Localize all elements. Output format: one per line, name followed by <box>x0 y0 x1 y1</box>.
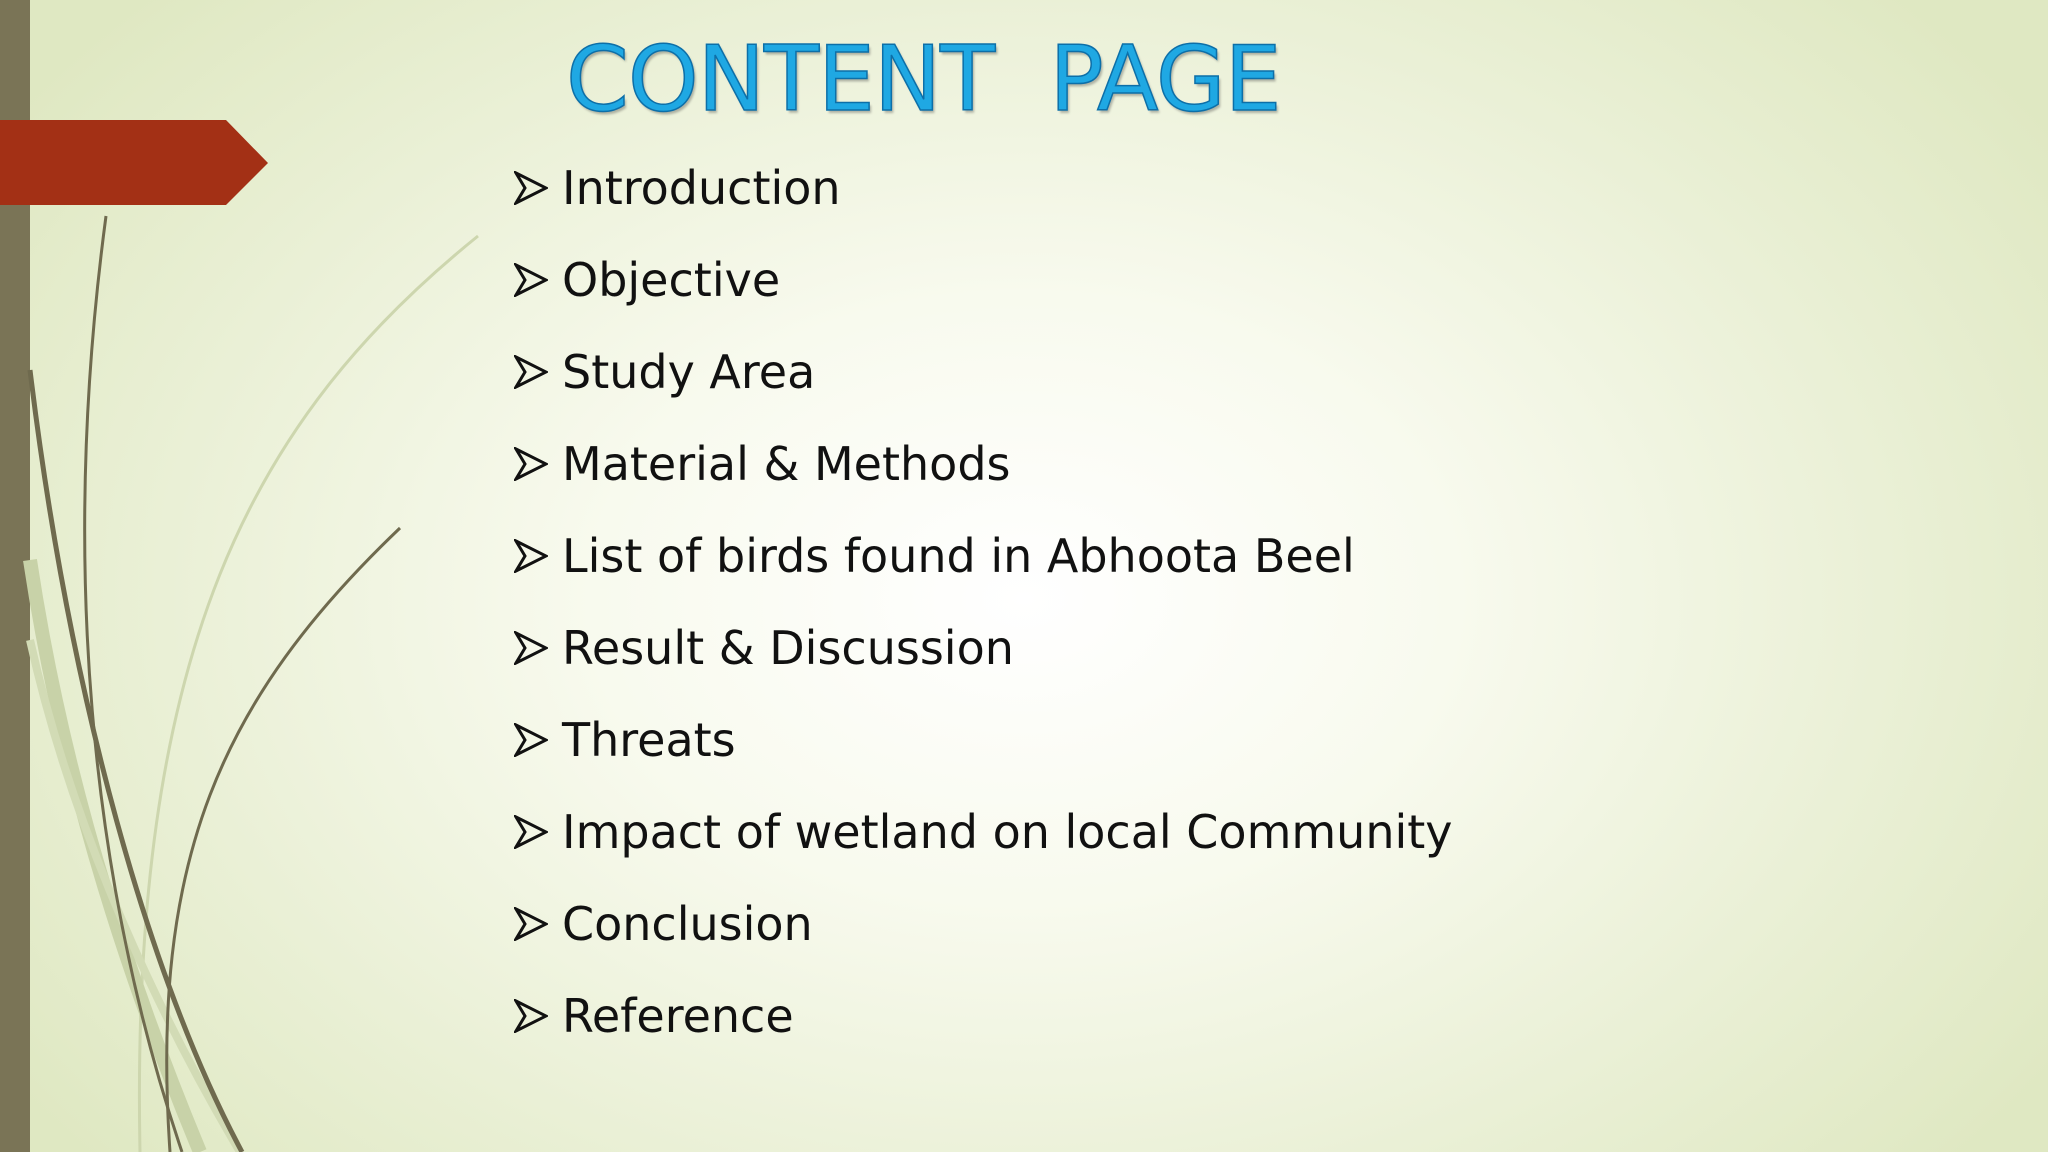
list-item <box>514 970 1453 1062</box>
list-item <box>514 602 1453 694</box>
list-item <box>514 326 1453 418</box>
arrowhead-icon <box>514 907 548 941</box>
page-title: CONTENT PAGE <box>566 27 1281 132</box>
light-curve-2 <box>30 560 200 1152</box>
list-item-label: Result & Discussion <box>562 621 1014 675</box>
arrowhead-icon <box>514 355 548 389</box>
list-item-label: Material & Methods <box>562 437 1011 491</box>
contents-list <box>514 142 1453 1062</box>
arrowhead-icon <box>514 447 548 481</box>
list-item-label: List of birds found in Abhoota Beel <box>562 529 1355 583</box>
list-item-label: Impact of wetland on local Community <box>562 805 1453 859</box>
list-item-label: Study Area <box>562 345 816 399</box>
list-item <box>514 786 1453 878</box>
arrowhead-icon <box>514 815 548 849</box>
arrowhead-icon <box>514 631 548 665</box>
list-item-label: Objective <box>562 253 781 307</box>
arrowhead-icon <box>514 539 548 573</box>
accent-tab <box>0 120 268 205</box>
list-item <box>514 418 1453 510</box>
list-item <box>514 234 1453 326</box>
list-item <box>514 694 1453 786</box>
list-item <box>514 142 1453 234</box>
list-item <box>514 878 1453 970</box>
list-item-label: Conclusion <box>562 897 813 951</box>
arrowhead-icon <box>514 171 548 205</box>
list-item-label: Introduction <box>562 161 841 215</box>
light-curve-1 <box>139 236 478 1152</box>
list-item-label: Threats <box>562 713 736 767</box>
arrowhead-icon <box>514 263 548 297</box>
list-item-label: Reference <box>562 989 794 1043</box>
arrowhead-icon <box>514 723 548 757</box>
arrowhead-icon <box>514 999 548 1033</box>
list-item <box>514 510 1453 602</box>
